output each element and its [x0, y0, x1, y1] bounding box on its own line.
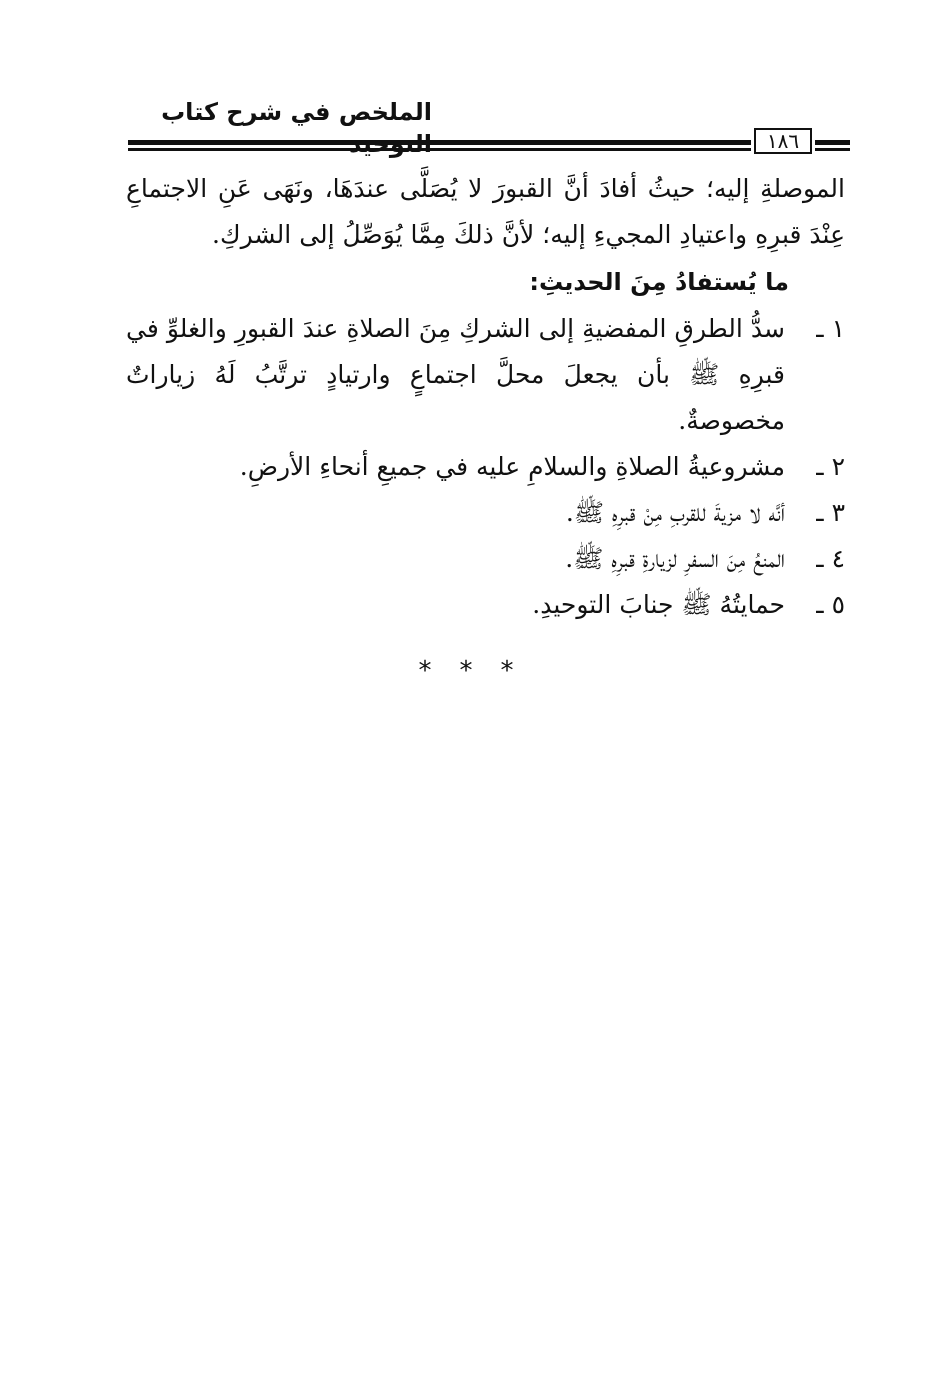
list-item-number: ١ ـ — [816, 314, 845, 343]
section-separator: *** — [418, 656, 542, 686]
header-rule-thick — [128, 140, 751, 145]
list-item-number: ٥ ـ — [816, 590, 845, 619]
benefits-list — [126, 306, 845, 628]
list-item — [126, 306, 845, 444]
list-item-number: ٢ ـ — [816, 452, 845, 481]
list-item-text: المنعُ مِنَ السفرِ لزيارةِ قبرِهِ ﷺ. — [565, 544, 785, 573]
list-item — [126, 490, 845, 536]
list-item-number: ٤ ـ — [816, 544, 845, 573]
list-item-text: أنَّه لا مزيةَ للقربِ مِنْ قبرِهِ ﷺ. — [565, 498, 785, 527]
list-item — [126, 444, 845, 490]
list-item-text: حمايتُهُ ﷺ جنابَ التوحيدِ. — [532, 590, 785, 619]
header-rule-thin — [128, 148, 751, 151]
header-rule-right-thin — [815, 148, 850, 151]
list-item — [126, 582, 845, 628]
running-title: الملخص في شرح كتاب — [161, 98, 432, 126]
list-item — [126, 536, 845, 582]
section-heading: ما يُستفادُ مِنَ الحديثِ: — [529, 268, 789, 296]
list-item-text: مشروعيةُ الصلاةِ والسلامِ عليه في جميعِ أنحاءِ الأرضِ. — [239, 452, 785, 481]
page-body — [126, 166, 845, 628]
intro-paragraph: الموصلةِ إليه؛ حيثُ أفادَ أنَّ القبورَ لا يُصَلَّى عندَهَا، ونَهَى عَنِ الاجتماعِ عِنْدَ قبرِهِ واعتيادِ المجيءِ إليه؛ لأنَّ ذلكَ مِمَّا يُوَصِّلُ إلى الشركِ. — [126, 174, 845, 249]
list-item-number: ٣ ـ — [816, 498, 845, 527]
list-item-text: سدُّ الطرقِ المفضيةِ إلى الشركِ مِنَ الصلاةِ عندَ القبورِ والغلوِّ في قبرِهِ ﷺ بأن يجعلَ محلَّ اجتماعٍ وارتيادٍ ترتَّبُ لَهُ زياراتٌ مخصوصةٌ. — [126, 314, 785, 435]
page-number: ١٨٦ — [754, 128, 812, 154]
header-rule-right-thick — [815, 140, 850, 145]
